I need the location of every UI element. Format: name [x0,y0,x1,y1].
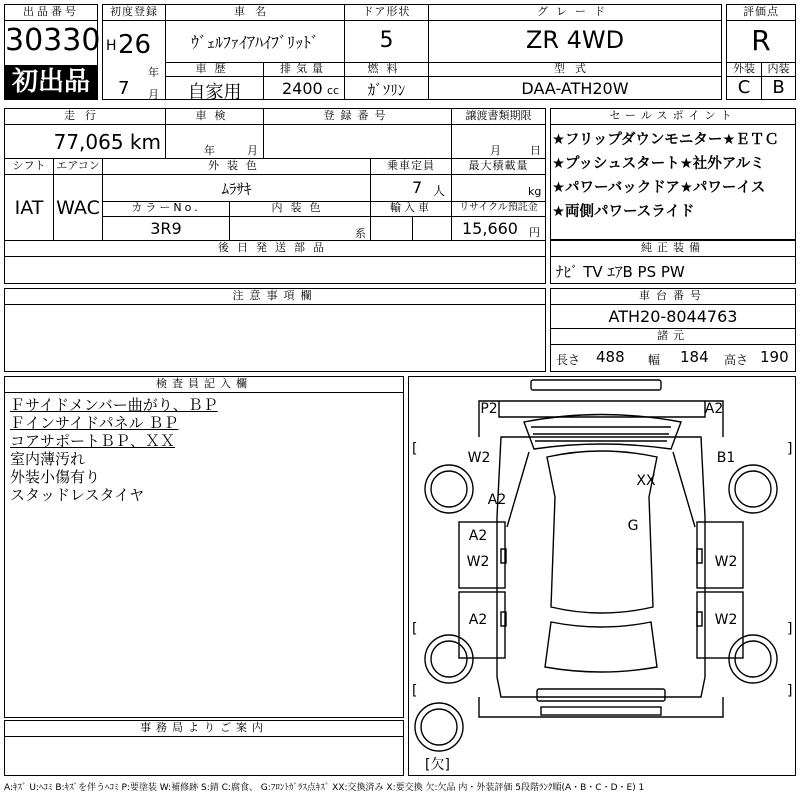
fuel-label: 燃料 [367,62,406,75]
inspector-note: Ｆサイドメンバー曲がり、ＢＰ [10,396,218,414]
first-listing-text: 初出品 [11,67,90,97]
reg-no-label: 登録番号 [323,109,392,122]
displacement-label: 排気量 [280,62,328,75]
height-label: 高さ [724,353,749,367]
mark-front-door-left: A2 [468,528,488,544]
capacity-unit: 人 [433,184,446,198]
ext-color: ﾑﾗｻｷ [221,180,252,198]
notes-label: 注意事項欄 [232,289,318,302]
inspector-note: コアサポートＢＰ、ＸＸ [10,432,176,450]
rear-window-shape [545,622,657,672]
equipment-label: 純正装備 [641,241,705,254]
svg-text:]: ] [787,621,793,637]
legend: A:ｷｽﾞ U:ﾍｺﾐ B:ｷｽﾞを伴うﾍｺﾐ P:要塗装 W:補修跡 S:錆 C:腐食、 G:ﾌﾛﾝﾄｶﾞﾗｽ点ｷｽﾞ XX:交換済み X:要交換 欠:欠品 内・外装評価 5段階ﾗﾝｸ順(A・B・C・D・E) 1 [4,783,645,793]
capacity-label: 乗車定員 [387,159,435,172]
mark-fender-left: W2 [467,450,491,466]
inspection-month-unit: 月 [247,144,258,157]
sales-point: ★プッシュスタート★社外アルミ [552,156,765,172]
svg-text:]: ] [787,441,793,457]
height: 190 [760,348,789,366]
inspector-note: 室内薄汚れ [10,450,86,468]
inspection-year-unit: 年 [204,144,215,157]
sales-point: ★両側パワースライド [552,204,695,220]
inspector-note: Ｆインサイドパネル ＢＰ [10,414,179,432]
first-reg-month: 7 [118,78,130,99]
rear-bumper-shape [537,689,665,701]
mark-rear-door-left: A2 [468,612,488,628]
wheel-front-right [729,465,777,513]
mark-front-left: P2 [480,401,498,417]
svg-text:[: [ [412,441,418,457]
width: 184 [680,348,709,366]
color-no: 3R9 [150,219,182,238]
front-outline [479,401,723,437]
lot-number: 30330 [5,23,101,58]
shift: IAT [14,197,44,219]
svg-text:[: [ [412,683,418,699]
chassis-number: ATH20-8044763 [608,307,738,326]
mark-front-right: A2 [704,401,724,417]
exterior-score: C [737,77,751,98]
recycle: 15,660 [462,219,518,238]
car-diagram [409,377,795,775]
capacity: 7 [412,178,423,197]
width-label: 幅 [648,353,661,367]
load-label: 最大積載量 [468,159,529,172]
chassis-label: 車台番号 [639,289,707,302]
hood-shape [524,415,681,450]
later-parts-label: 後日発送部品 [218,241,332,254]
equipment-items: ﾅﾋﾞ TV ｴｱB PS PW [556,263,685,281]
wheel-front-left [425,465,473,513]
ac: WAC [56,197,100,219]
import-label: 輸入車 [390,201,432,214]
interior-label: 内装 [767,62,790,75]
recycle-label: リサイクル預託金 [459,202,538,213]
sales-label: セールスポイント [609,109,737,122]
int-color-unit: 系 [355,227,366,240]
grade: ZR 4WD [525,26,625,54]
interior-score: B [772,77,785,98]
load-unit: kg [528,185,542,198]
car-name-label: 車名 [234,5,276,18]
history-label: 車歴 [195,62,234,75]
transfer-label: 譲渡書類期限 [465,109,532,122]
month-unit: 月 [148,88,159,101]
inspector-notes [10,396,400,504]
model: DAA-ATH20W [521,79,629,98]
transfer-month-unit: 月 [490,144,501,157]
dims-label: 諸元 [657,329,689,342]
first-reg-label: 初度登録 [110,5,158,18]
mileage-label: 走行 [64,109,106,122]
ext-color-label: 外装色 [208,159,265,172]
ac-label: エアコン [56,159,100,172]
exterior-label: 外装 [733,62,755,75]
doors: 5 [379,28,394,53]
history: 自家用 [187,82,242,103]
inspection-label: 車検 [195,109,234,122]
mark-front-door-right: W2 [714,554,738,570]
body-outline [497,437,705,697]
displacement: 2400 [282,79,323,98]
model-label: 型式 [554,62,596,75]
sales-points [552,128,794,224]
color-no-label: カラーNo. [131,201,201,214]
inspector-note: 外装小傷有り [10,468,101,486]
sales-point: ★パワーバックドア★パワーイス [552,180,766,196]
mark-glass: G [627,518,639,534]
score-label: 評価点 [743,5,779,18]
mark-pillar-left: A2 [487,492,507,508]
inspector-note: スタッドレスタイヤ [10,486,145,504]
inspector-label: 検査員記入欄 [156,377,252,390]
displacement-unit: cc [327,84,340,97]
score: R [751,24,771,57]
mark-front-door-left-2: W2 [466,554,490,570]
mileage: 77,065 km [53,130,161,154]
wheel-rear-left [425,635,473,683]
doors-label: ドア形状 [362,5,411,18]
era: H [106,38,117,54]
shift-label: シフト [12,159,46,172]
wheel-rear-right [729,635,777,683]
missing-mark: [欠] [425,757,450,773]
lot-label: 出品番号 [23,5,79,18]
svg-text:]: ] [787,683,793,699]
length: 488 [596,348,625,366]
grade-label: グレード [537,5,613,18]
transfer-day-unit: 日 [530,144,541,157]
int-color-label: 内装色 [271,201,329,214]
mark-rear-door-right: W2 [714,612,738,628]
first-reg-year: 26 [118,30,152,60]
year-unit: 年 [148,66,159,79]
front-bumper-shape [531,380,661,390]
svg-text:[: [ [412,621,418,637]
mark-roof: XX [636,473,656,489]
length-label: 長さ [556,353,581,367]
fuel: ｶﾞｿﾘﾝ [367,81,406,99]
sales-point: ★フリップダウンモニター★ＥＴＣ [552,132,779,148]
spare-tire [415,703,463,751]
office-label: 事務局よりご案内 [140,721,268,734]
recycle-unit: 円 [529,226,540,239]
car-name: ｳﾞｪﾙﾌｧｲｱﾊｲﾌﾞﾘｯﾄﾞ [190,33,319,52]
mark-fender-right: B1 [716,450,736,466]
